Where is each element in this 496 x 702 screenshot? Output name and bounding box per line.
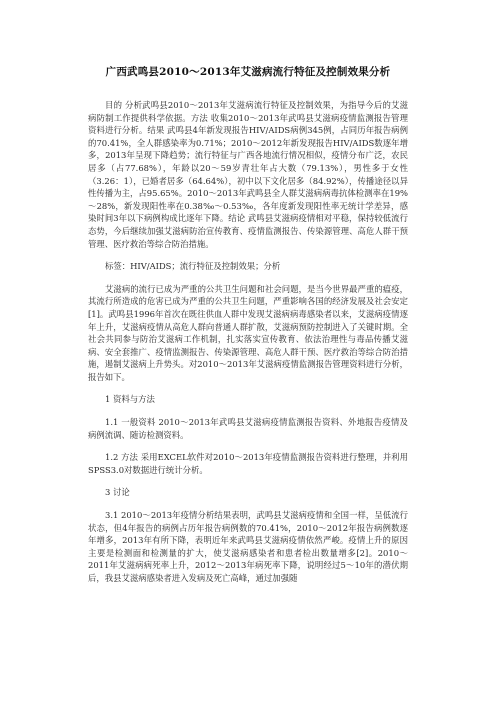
section-heading-discussion: 3 讨论 [105,487,130,498]
spacer [88,273,408,283]
document-title: 广西武鸣县2010～2013年艾滋病流行特征及控制效果分析 [105,66,391,78]
methods-paragraph: 1.2 方法 采用EXCEL软件对2010～2013年疫情监测报告资料进行整理，并利用SPSS3.0对数据进行统计分析。 [88,452,408,475]
general-materials-paragraph: 1.1 一般资料 2010～2013年武鸣县艾滋病疫情监测报告资料、外地报告疫情及病例流调、随访检测资料。 [88,417,408,440]
introduction-paragraph: 艾滋病的流行已成为严重的公共卫生问题和社会问题，是当今世界最严重的瘟疫，其流行所造成的危害已成为严重的公共卫生问题，严重影响各国的经济发展及社会安定[1]。武鸣县1996年首次在既往供血人群中发现艾滋病病毒感染者以来，艾滋病疫情逐年上升，艾滋病疫情从高危人群向普通人群扩散，艾滋病预防控制进入了关键时期。全社会共同参与防治艾滋病工作机制，扎实落实宣传教育、依法治理性与毒品传播艾滋病、安全套推广、疫情监测报告、传染源管理、高危人群干预、医疗救治等综合防治措施，遏制艾滋病上升势头。对2010～2013年艾滋病疫情监测报告管理资料进行分析，报告如下。 [88,283,408,382]
abstract-paragraph: 目的 分析武鸣县2010～2013年艾滋病流行特征及控制效果，为指导今后的艾滋病防制工作提供科学依据。方法 收集2010～2013年武鸣县艾滋病疫情监测报告管理资料进行分析。结果 武鸣县4年新发现报告HIV/AIDS病例345例，占同历年报告病例的70.41%，全人群感染率为0.71%；2010～2012年新发现报告HIV/AIDS数逐年增多，2013年呈现下降趋势；流行特征与广西各地流行情况相似，疫情分布广泛，农民居多（占77.68%），年龄以20～59岁青壮年占大数（79.13%），男性多于女性（3.26：1），已婚者居多（64.64%），初中以下文化居多（84.92%），传播途径以异性传播为主，占95.65%。2010～2013年武鸣县全人群艾滋病病毒抗体检测率在19%～28%，新发现阳性率在0.38‰～0.53‰，各年度新发现阳性率无统计学差异，感染时间3年以下病例构成比逐年下降。结论 武鸣县艾滋病疫情相对平稳，保持较低流行态势，今后继续加强艾滋病防治宣传教育、疫情监测报告、传染源管理、高危人群干预管理、医疗救治等综合防治措施。 [88,100,408,249]
spacer [88,499,408,509]
keywords-line: 标签：HIV/AIDS；流行特征及控制效果；分析 [105,261,281,272]
spacer [88,476,408,486]
spacer [88,383,408,393]
section-heading-materials-methods: 1 资料与方法 [105,394,155,405]
spacer [88,406,408,416]
discussion-paragraph: 3.1 2010～2013年疫情分析结果表明，武鸣县艾滋病疫情和全国一样，呈低流行状态，但4年报告的病例占历年报告病例数的70.41%，2010～2012年报告病例数逐年增多，2013年有所下降，表明近年来武鸣县艾滋病疫情依然严峻。疫情上升的原因主要是检测面和检测量的扩大，使艾滋病感染者和患者检出数量增多[2]。2010～2011年艾滋病病死率上升，2012～2013年病死率下降，说明经过5～10年的潜伏期后，我县艾滋病感染者进入发病及死亡高峰，通过加强随 [88,510,408,583]
spacer [88,441,408,451]
